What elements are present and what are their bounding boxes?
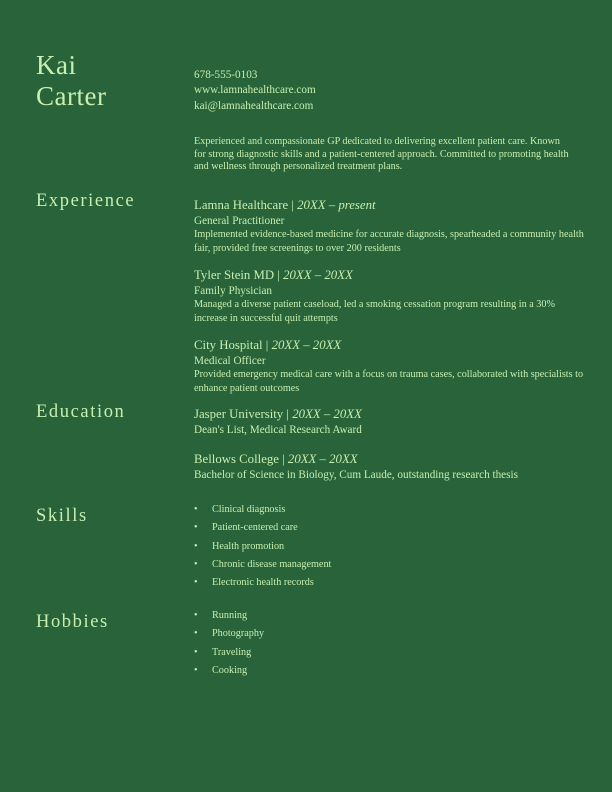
hobby-item: • Cooking xyxy=(194,665,264,683)
school: Bellows College xyxy=(194,452,279,466)
website-link[interactable]: www.lamnahealthcare.com xyxy=(194,84,316,97)
job-description: Managed a diverse patient caseload, led a smoking cessation program resulting in a 30% increase in successful quit attempts xyxy=(194,299,555,324)
skill-item: • Chronic disease management xyxy=(194,559,331,577)
skill-item: • Electronic health records xyxy=(194,577,331,595)
hobby-item: • Traveling xyxy=(194,647,264,665)
section-heading-hobbies: Hobbies xyxy=(36,612,109,632)
education-item xyxy=(194,406,584,437)
job-description: Provided emergency medical care with a focus on trauma cases, collaborated with specialists to enhance patient outcomes xyxy=(194,369,584,394)
job-heading xyxy=(194,337,584,353)
separator: | xyxy=(262,338,272,352)
employer: City Hospital xyxy=(194,338,263,352)
school-dates: 20XX – 20XX xyxy=(287,452,358,466)
email-link[interactable]: kai@lamnahealthcare.com xyxy=(194,99,314,112)
section-heading-experience: Experience xyxy=(36,191,136,211)
hobbies-list xyxy=(194,610,264,683)
education-item xyxy=(194,451,584,482)
job-role: General Practitioner xyxy=(194,215,285,227)
experience-item xyxy=(194,197,584,255)
school-dates: 20XX – 20XX xyxy=(292,407,362,421)
school-detail: Bachelor of Science in Biology, Cum Laude, outstanding research thesis xyxy=(194,469,518,481)
hobby-item: • Running xyxy=(194,610,264,628)
experience-item xyxy=(194,337,584,395)
contact-block xyxy=(194,68,316,114)
job-role: Medical Officer xyxy=(194,355,266,367)
skill-item: • Health promotion xyxy=(194,541,331,559)
separator: | xyxy=(283,407,293,421)
section-heading-education: Education xyxy=(36,402,126,422)
experience-item xyxy=(194,267,584,325)
section-heading-skills: Skills xyxy=(36,506,88,526)
school-heading xyxy=(194,406,584,422)
summary: Experienced and compassionate GP dedicated to delivering excellent patient care. Known for strong diagnostic skills and a patient-centered approach. Committed to promoting health and wellness through personalized treatment plans. xyxy=(194,136,569,173)
job-heading xyxy=(194,267,584,283)
hobby-item: • Photography xyxy=(194,628,264,646)
last-name: Carter xyxy=(36,81,107,111)
school-detail: Dean's List, Medical Research Award xyxy=(194,424,362,436)
job-heading xyxy=(194,197,584,213)
job-dates: 20XX – present xyxy=(297,198,376,212)
job-role: Family Physician xyxy=(194,285,273,297)
separator: | xyxy=(288,198,298,212)
separator: | xyxy=(278,452,288,466)
job-description: Implemented evidence-based medicine for accurate diagnosis, spearheaded a community health fair, provided free screenings to over 200 residents xyxy=(194,229,584,254)
school-heading xyxy=(194,451,584,467)
skills-list xyxy=(194,504,331,595)
skill-item: • Patient-centered care xyxy=(194,522,331,540)
first-name: Kai xyxy=(36,50,77,80)
school: Jasper University xyxy=(194,407,284,421)
phone: 678-555-0103 xyxy=(194,69,258,81)
skill-item: • Clinical diagnosis xyxy=(194,504,331,522)
job-dates: 20XX – 20XX xyxy=(271,338,342,352)
employer: Tyler Stein MD xyxy=(194,268,275,282)
job-dates: 20XX – 20XX xyxy=(283,268,353,282)
employer: Lamna Healthcare xyxy=(194,198,289,212)
separator: | xyxy=(274,268,284,282)
